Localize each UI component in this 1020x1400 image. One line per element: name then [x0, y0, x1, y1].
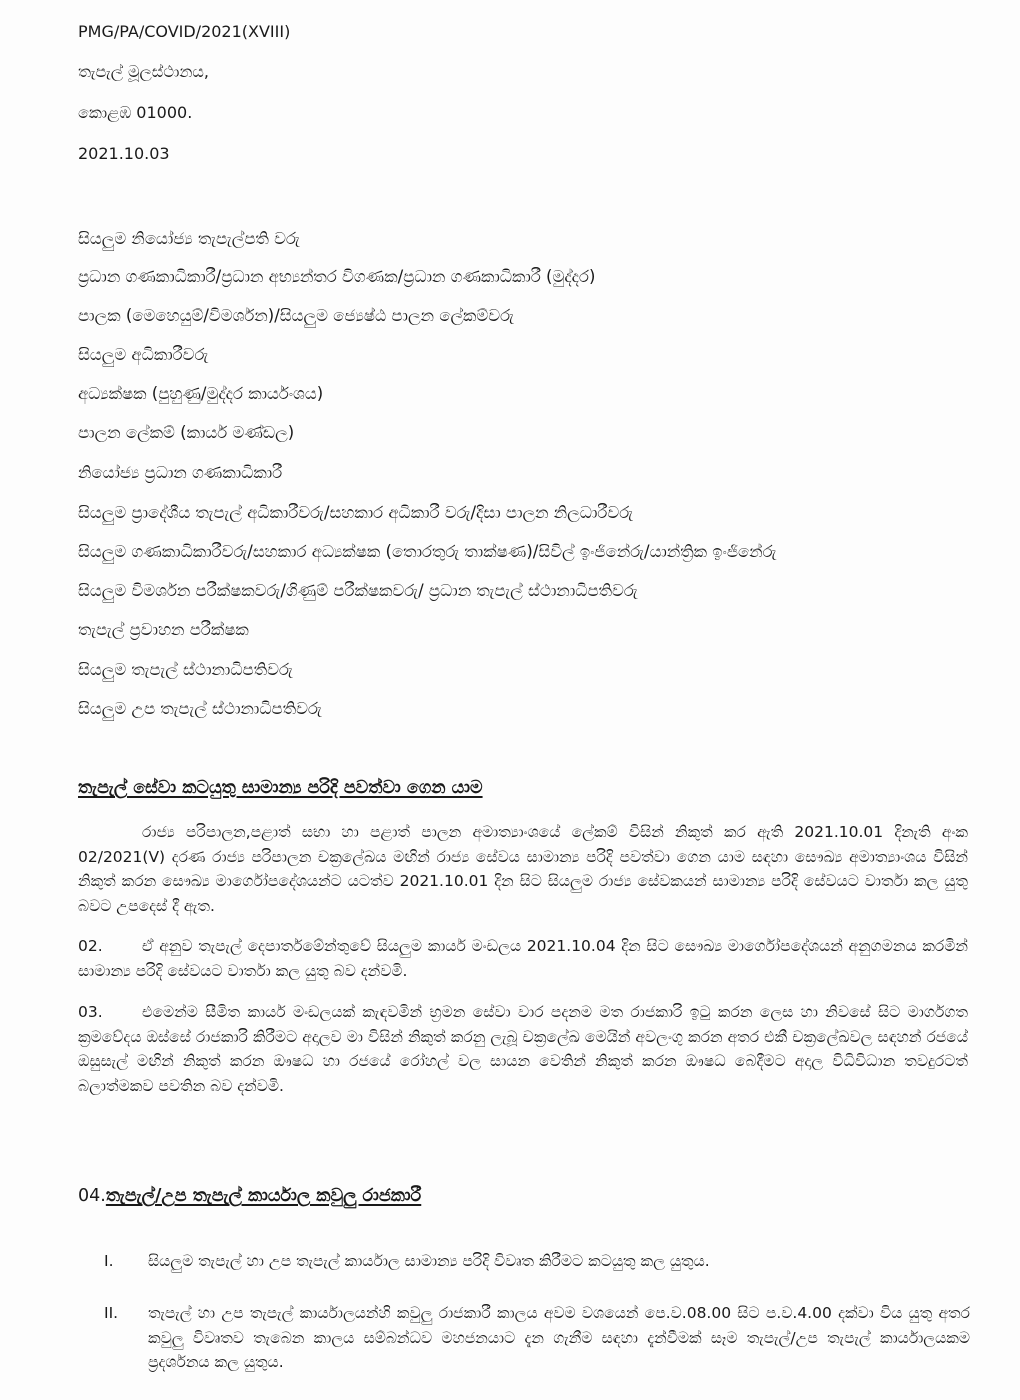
document-title: තැපැල් සේවා කටයුතු සාමාන්‍ය පරිදි පවත්වා ගෙන යාම [78, 778, 483, 798]
office-city: කොළඹ 01000. [78, 103, 193, 122]
list-item: තැපැල් හා උප තැපැල් කාර්යාලයන්හි කවුලු රාජකාරී කාලය අවම වශයෙන් පෙ.ව.08.00 සිට ප.ව.4.00 දක්වා විය යුතු අතර කවුලු විවෘතව තැබෙන කාලය සම්බන්ධව මහජනයාට දැන ගැනීම සඳහා දැන්වීමක් සෑම තැපැල්/උප තැපැල් කාර්යාලයකම ප්‍රදර්ශනය කල යුතුය. [148, 1304, 970, 1371]
office-name: තැපැල් මූලස්ථානය, [78, 62, 209, 81]
recipient-line: සියලුම ගණකාධිකාරීවරු/සහකාර අධ්‍යක්ෂක (තොරතුරු තාක්ෂණ)/සිවිල් ඉංජිනේරු/යාන්ත්‍රික ඉංජිනේරු [78, 542, 777, 561]
paragraph-number: 03. [78, 1003, 103, 1021]
recipient-line: ප්‍රධාන ගණකාධිකාරී/ප්‍රධාන අභ්‍යන්තර විගණක/ප්‍රධාන ගණකාධිකාරී (මුද්දර) [78, 267, 596, 286]
recipient-line: සියලුම උප තැපැල් ස්ථානාධිපතිවරු [78, 699, 322, 718]
paragraph-1: රාජ්‍ය පරිපාලන,පළාත් සභා හා පළාත් පාලන අමාත්‍යාංශයේ ලේකම් විසින් නිකුත් කර ඇති 2021.10.01 දිනැති අංක 02/2021(V) දරණ රාජ්‍ය පරිපාලන චක්‍රලේඛය මඟින් රාජ්‍ය සේවය සාමාන්‍ය පරිදි පවත්වා ගෙන යාම සඳහා සෞඛ්‍ය අමාත්‍යාංශය විසින් නිකුත් කරන සෞඛ්‍ය මාර්ගෝපදේශයන්ට යටත්ව 2021.10.01 දින සිට සියලුම රාජ්‍ය සේවකයන් සාමාන්‍ය පරිදි සේවයට වාර්තා කල යුතු බවට උපදෙස් දී ඇත. [78, 823, 968, 915]
letter-date: 2021.10.03 [78, 144, 170, 163]
reference-number: PMG/PA/COVID/2021(XVIII) [78, 22, 291, 41]
recipient-line: අධ්‍යක්ෂක (පුහුණු/මුද්දර කාර්යංශය) [78, 384, 324, 403]
section-4-heading [78, 1184, 421, 1208]
paragraph-3: 03. එමෙන්ම සීමිත කාර්ය මංඩලයක් කැඳවමින් භ්‍රමන සේවා වාර පදනම මත රාජකාරි ඉටු කරන ලෙස හා නිවසේ සිට මාර්ගගත ක්‍රමවේදය ඔස්සේ රාජකාරි කිරීමට අදාලව මා විසින් නිකුත් කරනු ලැබූ චක්‍රලේඛ මෙයින් අවලංගු කරන අතර එකී චක්‍රලේඛවල සඳහන් රජයේ ඔසුසැල් මඟින් නිකුත් කරන ඖෂධ හා රජයේ රෝහල් වල සායන වෙතින් නිකුත් කරන ඖෂධ බෙදීමට අදාල විධිවිධාන තවදුරටත් බලාත්මකව පවතින බව දන්වමි. [78, 1000, 968, 1098]
recipient-line: පාලන ලේකම් (කාර්ය මණ්ඩල) [78, 423, 295, 442]
recipient-line: තැපැල් ප්‍රවාහන පරීක්ෂක [78, 620, 249, 639]
recipient-line: පාලක (මෙහෙයුම්/විමර්ශන)/සියලුම ජ්‍යෙෂ්ඨ පාලන ලේකම්වරු [78, 306, 514, 325]
list-item: සියලුම තැපැල් හා උප තැපැල් කාර්යාල සාමාන්‍ය පරිදි විවෘත කිරීමට කටයුතු කල යුතුය. [148, 1252, 710, 1270]
section-number: 04. [78, 1186, 106, 1206]
paragraph-2: 02. ඒ අනුව තැපැල් දෙපාර්තමේන්තුවේ සියලුම කාර්ය මංඩලය 2021.10.04 දින සිට සෞඛ්‍ය මාර්ගෝපදේශයන් අනුගමනය කරමින් සාමාන්‍ය පරිදි සේවයට වාර්තා කල යුතු බව දන්වමි. [78, 934, 968, 983]
recipient-line: සියලුම නියෝජ්‍ය තැපැල්පති වරු [78, 229, 300, 248]
recipient-line: සියලුම ප්‍රාදේශීය තැපැල් අධිකාරීවරු/සහකාර අධිකාරී වරු/දිසා පාලන නිලධාරීවරු [78, 503, 633, 522]
section-title: තැපැල්/උප තැපැල් කාර්යාල කවුලු රාජකාරී [105, 1186, 422, 1206]
item-numeral: I. [104, 1252, 114, 1270]
recipient-line: සියලුම විමර්ශන පරීක්ෂකවරු/ගිණුම් පරීක්ෂකවරු/ ප්‍රධාන තැපැල් ස්ථානාධිපතිවරු [78, 581, 638, 600]
recipient-line: සියලුම තැපැල් ස්ථානාධිපතිවරු [78, 660, 293, 679]
recipient-line: සියලුම අධිකාරීවරු [78, 345, 209, 364]
paragraph-number: 02. [78, 937, 103, 955]
recipient-line: නියෝජ්‍ය ප්‍රධාන ගණකාධිකාරී [78, 463, 283, 482]
item-numeral: II. [104, 1304, 119, 1322]
